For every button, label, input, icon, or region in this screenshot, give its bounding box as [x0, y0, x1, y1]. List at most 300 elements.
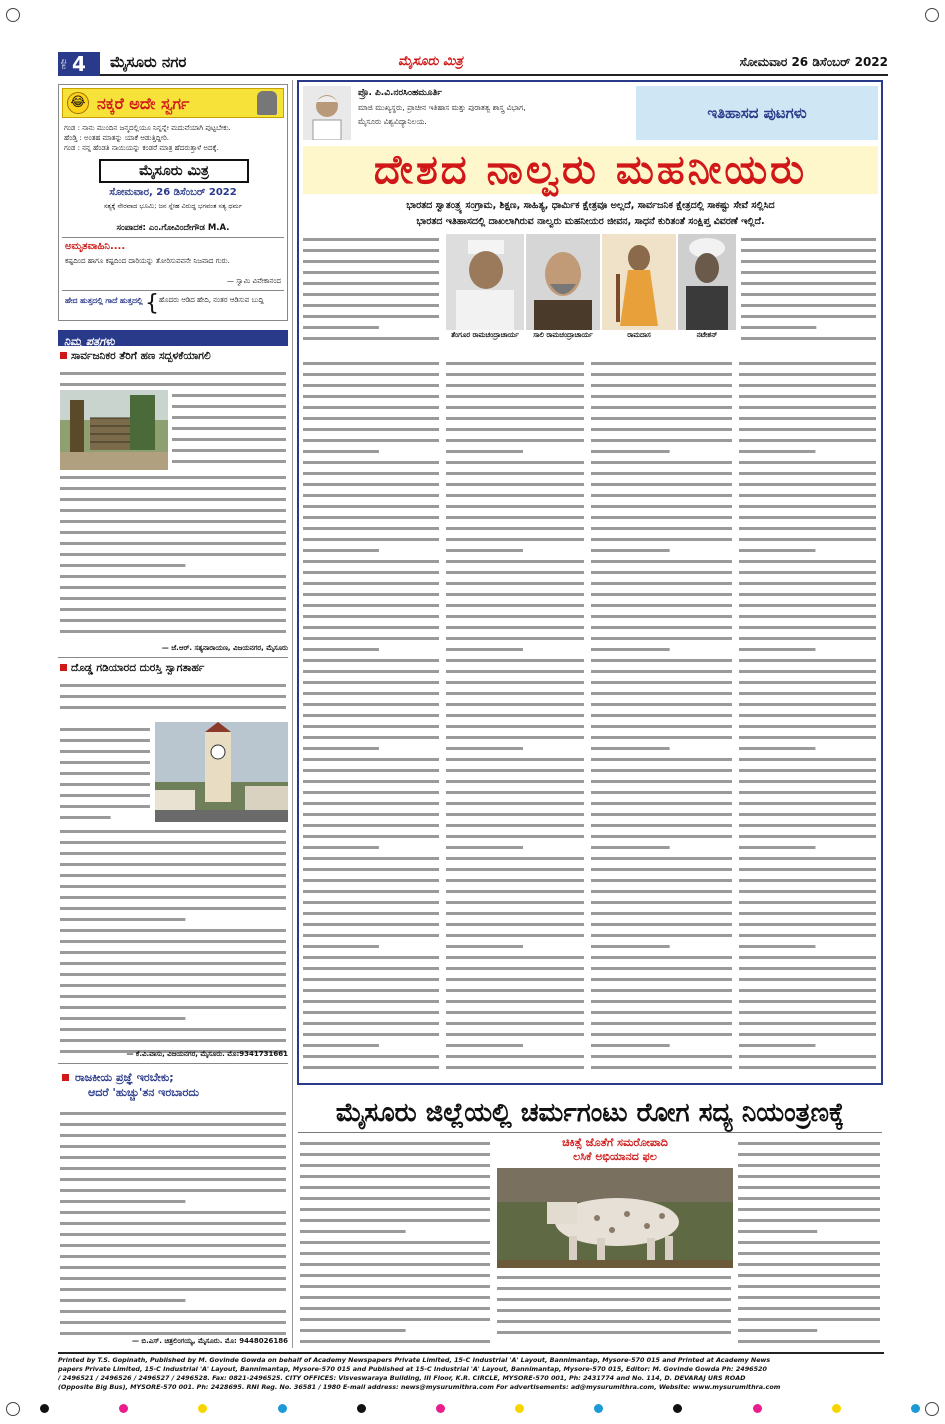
text-line	[739, 978, 876, 981]
text-line	[739, 758, 876, 761]
text-line	[741, 337, 876, 340]
portrait-tengura	[446, 234, 524, 330]
text-line	[303, 417, 439, 420]
text-line	[303, 461, 439, 464]
text-line	[60, 830, 286, 833]
text-line	[303, 326, 379, 329]
text-line	[591, 846, 670, 849]
text-line	[60, 962, 286, 965]
text-line	[446, 571, 584, 574]
text-line	[60, 706, 286, 709]
text-line	[60, 1178, 286, 1181]
text-line	[300, 1252, 490, 1255]
color-registration-dots	[40, 1404, 920, 1413]
text-line	[591, 395, 732, 398]
joke-line: ಗಂಡ : ನನ್ನ ಹೆಂಡತಿ ನಾಯಿಯನ್ನು ಕಂಡರೆ ಮಾತ್ರ ಹೆದರುತ್ತಾಳೆ ಅದಕ್ಕೆ.	[64, 144, 219, 152]
text-line	[300, 1307, 490, 1310]
text-line	[300, 1263, 490, 1266]
text-line	[446, 1022, 584, 1025]
text-line	[446, 1055, 584, 1058]
text-line	[303, 879, 439, 882]
text-line	[60, 684, 286, 687]
text-line	[739, 439, 876, 442]
text-line	[303, 337, 439, 340]
text-line	[446, 615, 584, 618]
text-line	[446, 868, 584, 871]
text-line	[303, 769, 439, 772]
text-line	[60, 564, 185, 567]
text-line	[591, 659, 732, 662]
text-line	[303, 282, 439, 285]
text-line	[738, 1318, 880, 1321]
text-line	[60, 630, 286, 633]
text-line	[60, 940, 286, 943]
text-line	[741, 249, 876, 252]
text-line	[300, 1340, 490, 1343]
text-line	[446, 978, 584, 981]
letter2-body-top	[60, 680, 288, 722]
text-line	[739, 802, 876, 805]
text-line	[739, 659, 876, 662]
text-line	[60, 863, 286, 866]
amrutha-author: — ಸ್ವಾಮಿ ವಿವೇಕಾನಂದ	[226, 277, 281, 285]
text-line	[60, 553, 286, 556]
text-line	[591, 681, 732, 684]
text-line	[446, 450, 523, 453]
text-line	[303, 582, 439, 585]
text-line	[300, 1153, 490, 1156]
text-line	[739, 494, 876, 497]
text-line	[60, 1321, 286, 1324]
text-line	[303, 846, 379, 849]
text-line	[60, 1006, 286, 1009]
text-line	[60, 476, 286, 479]
text-line	[739, 912, 876, 915]
text-line	[446, 538, 584, 541]
mini-date: ಸೋಮವಾರ, 26 ಡಿಸೆಂಬರ್ 2022	[109, 187, 237, 198]
text-line	[741, 282, 876, 285]
brace-icon: {	[145, 291, 159, 316]
text-line	[591, 956, 732, 959]
text-line	[300, 1274, 490, 1277]
text-line	[446, 373, 584, 376]
page-header	[58, 52, 888, 76]
text-line	[60, 750, 150, 753]
text-line	[739, 1033, 876, 1036]
text-line	[738, 1230, 817, 1233]
mini-tagline: ಸತ್ಯಕ್ಕೆ ನೇರವಾದ ಭೂಮಿ; ಜನ ಸ್ನೇಹ ವಿರುದ್ಧ ಭಗವಂತ ಸತ್ಯ ಧರ್ಮ	[103, 202, 243, 210]
text-line	[303, 824, 439, 827]
text-line	[300, 1219, 490, 1222]
joke-lines	[64, 123, 284, 153]
text-line	[303, 439, 439, 442]
text-line	[303, 1044, 379, 1047]
text-line	[60, 973, 286, 976]
series-box	[636, 86, 878, 140]
text-line	[303, 538, 439, 541]
text-line	[739, 560, 876, 563]
caption-tengura: ತೆಂಗೂರ ರಾಮಚಂದ್ರಾಚಾರ್ಯ	[451, 331, 519, 339]
text-line	[60, 739, 150, 742]
text-line	[446, 648, 523, 651]
cartoon-figure-icon	[257, 91, 277, 115]
text-line	[591, 450, 670, 453]
text-line	[446, 681, 584, 684]
text-line	[303, 890, 439, 893]
text-line	[446, 637, 584, 640]
text-line	[172, 394, 286, 397]
text-line	[303, 1022, 439, 1025]
text-line	[446, 659, 584, 662]
text-line	[739, 835, 876, 838]
text-line	[739, 604, 876, 607]
text-line	[739, 516, 876, 519]
text-line	[303, 483, 439, 486]
text-line	[446, 560, 584, 563]
text-line	[60, 586, 286, 589]
author-role: ಮಾಜಿ ಮುಖ್ಯಸ್ಥರು, ಪ್ರಾಚೀನ ಇತಿಹಾಸ ಮತ್ತು ಪುರಾತತ್ವ ಶಾಸ್ತ್ರ ವಿಭಾಗ,	[358, 103, 526, 112]
text-line	[60, 841, 286, 844]
text-line	[60, 1167, 286, 1170]
text-line	[739, 1000, 876, 1003]
author-name: ಪ್ರೊ. ಪಿ.ವಿ.ನರಸಿಂಹಮೂರ್ತಿ	[358, 88, 442, 98]
page-number-box	[58, 52, 100, 76]
text-line	[60, 1299, 185, 1302]
letter2-signature: — ಕೆ.ವಿ.ವಾಸು, ವಿಜಯನಗರ, ಮೈಸೂರು. ಮೊ:9341731661	[126, 1050, 288, 1058]
text-line	[446, 604, 584, 607]
text-line	[303, 560, 439, 563]
square-bullet-icon	[60, 352, 67, 359]
letter2-body-bottom	[60, 826, 288, 1061]
text-line	[738, 1197, 880, 1200]
text-line	[739, 549, 815, 552]
text-line	[739, 626, 876, 629]
text-line	[591, 417, 732, 420]
text-line	[739, 956, 876, 959]
text-line	[446, 549, 523, 552]
registration-mark	[925, 1402, 939, 1416]
divider	[62, 237, 284, 238]
text-line	[60, 1310, 286, 1313]
text-line	[591, 923, 732, 926]
text-line	[446, 736, 584, 739]
text-line	[739, 615, 876, 618]
text-line	[303, 238, 439, 241]
text-line	[739, 692, 876, 695]
text-line	[497, 1298, 731, 1301]
laughing-face-icon: 😂	[67, 92, 89, 114]
joke-line: ಹೆಂಡ್ತಿ : ಅಂತಹ ಮಾತನ್ನು ಯಾಕೆ ಆಡುತ್ತಿದ್ದೀರಿ.	[64, 134, 170, 142]
text-line	[303, 1055, 439, 1058]
text-line	[739, 989, 876, 992]
text-line	[303, 725, 439, 728]
text-line	[303, 428, 439, 431]
text-line	[591, 1055, 732, 1058]
text-line	[300, 1197, 490, 1200]
text-line	[497, 1331, 731, 1334]
text-line	[739, 417, 876, 420]
divider	[62, 290, 284, 291]
text-line	[591, 461, 732, 464]
text-line	[172, 405, 286, 408]
text-line	[303, 1066, 439, 1069]
text-line	[446, 989, 584, 992]
text-line	[60, 995, 286, 998]
text-line	[172, 416, 286, 419]
caption-sali: ಸಾಲಿ ರಾಮಚಂದ್ರಾಚಾರ್ಯ	[533, 331, 593, 339]
text-line	[739, 703, 876, 706]
text-line	[446, 725, 584, 728]
text-line	[303, 362, 439, 365]
text-line	[60, 1211, 286, 1214]
text-line	[60, 542, 286, 545]
text-line	[739, 395, 876, 398]
text-line	[446, 1044, 523, 1047]
text-line	[739, 670, 876, 673]
text-line	[303, 384, 439, 387]
author-photo	[303, 86, 351, 140]
text-line	[303, 901, 439, 904]
feature-subhead-1: ಭಾರತದ ಸ್ವಾತಂತ್ರ್ಯ ಸಂಗ್ರಾಮ, ಶಿಕ್ಷಣ, ಸಾಹಿತ್ಯ, ಧಾರ್ಮಿಕ ಕ್ಷೇತ್ರವೂ ಅಲ್ಲದೆ, ಸಾರ್ವಜನಿಕ ಕ್ಷೇತ್ರದಲ್ಲಿ ಸಾಕಷ್ಟು ಸೇವೆ ಸಲ್ಲಿಸಿದ	[406, 200, 775, 211]
text-line	[591, 670, 732, 673]
text-line	[303, 1011, 439, 1014]
text-line	[446, 769, 584, 772]
portrait-sali	[526, 234, 600, 330]
text-line	[60, 520, 286, 523]
text-line	[591, 868, 732, 871]
amrutha-title: ಅಮೃತವಾಹಿನಿ....	[65, 241, 126, 252]
text-line	[446, 406, 584, 409]
text-line	[60, 1028, 286, 1031]
text-line	[446, 956, 584, 959]
text-line	[446, 670, 584, 673]
text-line	[738, 1340, 880, 1343]
letter2-title-text: ದೊಡ್ಡ ಗಡಿಯಾರದ ದುರಸ್ತಿ ಸ್ವಾಗತಾರ್ಹ	[71, 662, 205, 674]
text-line	[446, 791, 584, 794]
text-line	[741, 238, 876, 241]
text-line	[300, 1142, 490, 1145]
text-line	[739, 714, 876, 717]
text-line	[446, 967, 584, 970]
text-line	[741, 315, 876, 318]
text-line	[172, 460, 286, 463]
editor-name: ಸಂಪಾದಕ: ಎಂ.ಗೋವಿಂದೇಗೌಡ M.A.	[116, 223, 230, 233]
text-line	[591, 934, 732, 937]
text-line	[591, 967, 732, 970]
text-line	[591, 824, 732, 827]
text-line	[446, 516, 584, 519]
text-line	[446, 395, 584, 398]
feature-col1	[303, 358, 441, 1080]
joke-line: ಗಂಡ : ನಾನು ಮುಂದಿನ ಜನ್ಮದಲ್ಲಿಯೂ ನಿನ್ನನ್ನೇ ಮದುವೆಯಾಗಿ ಪುಟ್ಟಬೇಕು.	[64, 124, 231, 132]
text-line	[60, 907, 286, 910]
text-line	[591, 439, 732, 442]
text-line	[303, 593, 439, 596]
text-line	[591, 373, 732, 376]
text-line	[60, 487, 286, 490]
text-line	[303, 271, 439, 274]
text-line	[303, 978, 439, 981]
text-line	[303, 571, 439, 574]
text-line	[591, 362, 732, 365]
text-line	[303, 868, 439, 871]
text-line	[739, 648, 815, 651]
text-line	[739, 923, 876, 926]
caption-ramadasa: ರಾಮದಾಸ	[627, 331, 651, 339]
text-line	[303, 648, 379, 651]
text-line	[591, 571, 732, 574]
text-line	[741, 304, 876, 307]
text-line	[738, 1219, 880, 1222]
text-line	[591, 406, 732, 409]
caption-natesan: ನಟೇಶನ್	[696, 331, 718, 339]
letter3-title	[62, 1070, 288, 1100]
text-line	[303, 703, 439, 706]
text-line	[738, 1329, 817, 1332]
text-line	[739, 527, 876, 530]
text-line	[497, 1320, 731, 1323]
text-line	[303, 549, 379, 552]
text-line	[739, 791, 876, 794]
text-line	[60, 509, 286, 512]
text-line	[60, 1145, 286, 1148]
text-line	[738, 1186, 880, 1189]
text-line	[303, 802, 439, 805]
feature-subhead-2: ಭಾರತದ ಇತಿಹಾಸದಲ್ಲಿ ದಾಖಲಾಗಿರುವ ನಾಲ್ವರು ಮಹನೀಯರ ಜೀವನ, ಸಾಧನೆ ಕುರಿತಂತೆ ಸಂಕ್ಷಿಪ್ತ ವಿವರಣೆ ಇಲ್ಲಿದೆ.	[416, 216, 765, 227]
text-line	[60, 1189, 286, 1192]
imprint-line: Printed by T.S. Gopinath, Published by M. Govinde Gowda on behalf of Academy Newspapers Private Limited, 15-C Industrial 'A' Layout, Bannimantap, Mysore-570 015 and Printed at Academy News	[58, 1356, 771, 1364]
text-line	[300, 1296, 490, 1299]
text-line	[303, 945, 379, 948]
masthead-small: ಮೈಸೂರು ಮಿತ್ರ	[398, 54, 463, 69]
text-line	[739, 450, 815, 453]
text-line	[446, 824, 584, 827]
text-line	[739, 736, 876, 739]
text-line	[738, 1285, 880, 1288]
text-line	[591, 747, 670, 750]
proverb-left: ಹೇದ ಹುತ್ತದಲ್ಲಿ ಗಾದೆ ಹುತ್ತದಲ್ಲಿ	[65, 296, 143, 305]
text-line	[303, 406, 439, 409]
proverb-right: ಹೊದರು ಆಡಿದ ಹೇದಿ, ನಂತರ ಆಡಿಸುವ ಬುದ್ದಿ	[159, 296, 264, 304]
text-line	[738, 1142, 880, 1145]
text-line	[60, 372, 286, 375]
page-label: ಪುಟ	[60, 58, 68, 70]
text-line	[739, 945, 815, 948]
text-line	[591, 637, 732, 640]
text-line	[60, 1017, 185, 1020]
text-line	[300, 1285, 490, 1288]
text-line	[446, 1011, 584, 1014]
text-line	[739, 582, 876, 585]
page-number: 4	[72, 52, 86, 76]
feature-col4	[739, 358, 878, 1080]
text-line	[60, 1222, 286, 1225]
divider	[58, 1063, 288, 1064]
text-line	[303, 813, 439, 816]
text-line	[172, 449, 286, 452]
text-line	[446, 417, 584, 420]
text-line	[591, 1000, 732, 1003]
text-line	[739, 769, 876, 772]
text-line	[303, 395, 439, 398]
cattle-photo	[497, 1168, 733, 1268]
text-line	[497, 1309, 731, 1312]
text-line	[303, 293, 439, 296]
inset-line-2: ಲಸಿಕೆ ಅಭಿಯಾನದ ಫಲ	[573, 1150, 657, 1163]
text-line	[591, 505, 732, 508]
text-line	[303, 604, 439, 607]
portrait-ramadasa	[602, 234, 676, 330]
text-line	[303, 516, 439, 519]
text-line	[738, 1153, 880, 1156]
text-line	[739, 373, 876, 376]
text-line	[739, 879, 876, 882]
text-line	[741, 293, 876, 296]
text-line	[591, 780, 732, 783]
text-line	[446, 428, 584, 431]
text-line	[591, 989, 732, 992]
text-line	[739, 681, 876, 684]
text-line	[300, 1318, 490, 1321]
letter1-title-text: ಸಾರ್ವಜನಿಕರ ತೆರಿಗೆ ಹಣ ಸದ್ಬಳಕೆಯಾಗಲಿ	[71, 350, 211, 362]
text-line	[446, 945, 523, 948]
text-line	[303, 989, 439, 992]
text-line	[60, 1255, 286, 1258]
text-line	[446, 714, 584, 717]
text-line	[303, 1033, 439, 1036]
text-line	[739, 846, 815, 849]
text-line	[446, 846, 523, 849]
text-line	[303, 373, 439, 376]
text-line	[303, 758, 439, 761]
text-line	[446, 934, 584, 937]
text-line	[591, 483, 732, 486]
text-line	[303, 857, 439, 860]
text-line	[446, 1033, 584, 1036]
letter1-title	[60, 350, 288, 363]
text-line	[497, 1287, 731, 1290]
imprint-line: (Opposite Big Bus), MYSORE-570 001. Ph: 2428695. RNI Reg. No. 36581 / 1980 E-mail address: news@mysurumithra.com For advertisements: ad@mysurumithra.com, Website: www.mysurumithra.com	[58, 1383, 781, 1391]
text-line	[60, 575, 286, 578]
text-line	[591, 1022, 732, 1025]
text-line	[739, 813, 876, 816]
text-line	[60, 619, 286, 622]
text-line	[446, 1066, 584, 1069]
text-line	[739, 406, 876, 409]
text-line	[446, 857, 584, 860]
feature-col5-top	[741, 234, 878, 354]
registration-mark	[6, 8, 20, 22]
divider	[298, 1132, 882, 1133]
text-line	[739, 1044, 815, 1047]
text-line	[300, 1175, 490, 1178]
text-line	[591, 725, 732, 728]
text-line	[303, 1000, 439, 1003]
text-line	[738, 1274, 880, 1277]
text-line	[60, 918, 185, 921]
text-line	[739, 868, 876, 871]
author-org: ಮೈಸೂರು ವಿಶ್ವವಿದ್ಯಾನಿಲಯ.	[358, 117, 427, 126]
text-line	[446, 527, 584, 530]
text-line	[303, 527, 439, 530]
clock-tower-photo	[155, 722, 288, 822]
text-line	[739, 747, 815, 750]
article2-col1	[300, 1138, 492, 1348]
imprint-footer	[58, 1352, 884, 1392]
article2-headline: ಮೈಸೂರು ಜಿಲ್ಲೆಯಲ್ಲಿ ಚರ್ಮಗಂಟು ರೋಗ ಸದ್ಯ ನಿಯಂತ್ರಣಕ್ಕೆ	[335, 1098, 845, 1128]
text-line	[303, 315, 439, 318]
text-line	[591, 813, 732, 816]
